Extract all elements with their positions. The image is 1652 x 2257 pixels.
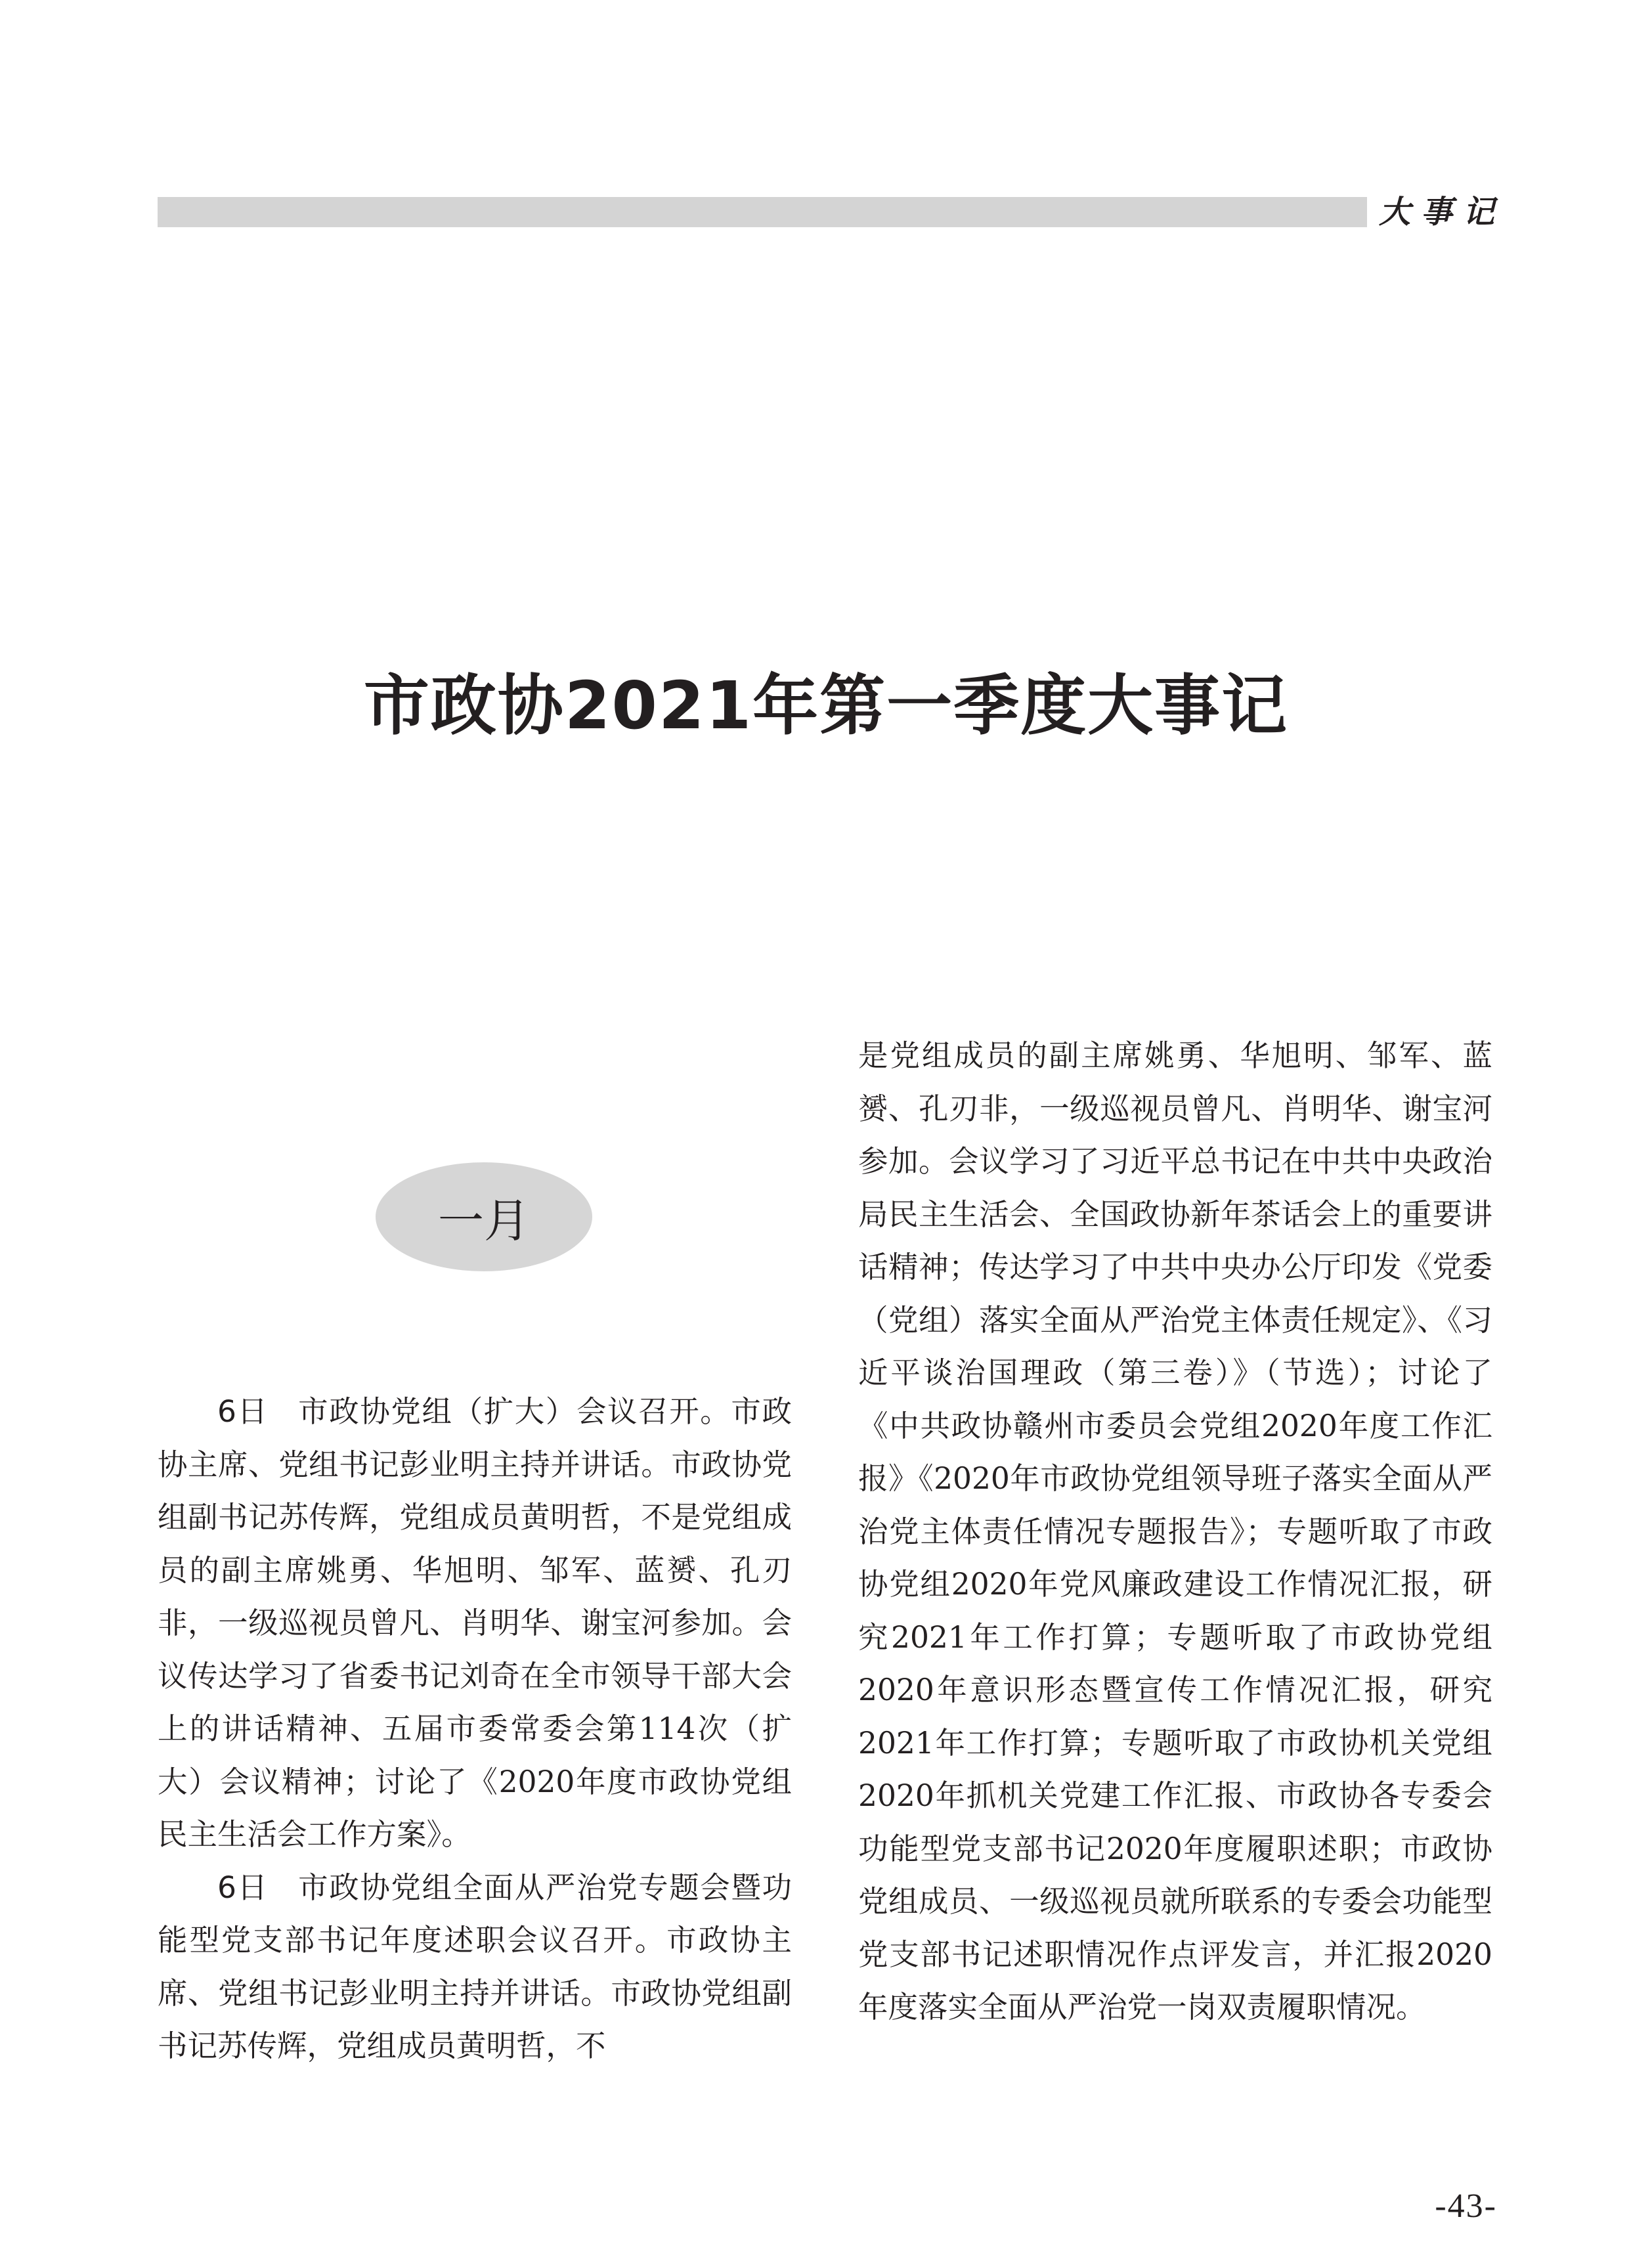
entry-text: 市政协党组全面从严治党专题会暨功能型党支部书记年度述职会议召开。市政协主席、党组书记彭业明主持并讲话。市政协党组副书记苏传辉，党组成员黄明哲，不 [158, 1870, 792, 2063]
entry-date: 6日 [217, 1870, 269, 1905]
month-badge [376, 1162, 592, 1271]
entry-paragraph [158, 1862, 792, 2073]
page-number: -43- [1435, 2187, 1497, 2225]
entry-text: 市政协党组（扩大）会议召开。市政协主席、党组书记彭业明主持并讲话。市政协党组副书记苏传辉，党组成员黄明哲，不是党组成员的副主席姚勇、华旭明、邹军、蓝赟、孔刃非，一级巡视员曾凡、肖明华、谢宝河参加。会议传达学习了省委书记刘奇在全市领导干部大会上的讲话精神、五届市委常委会第114次（扩大）会议精神；讨论了《2020年度市政协党组民主生活会工作方案》。 [158, 1394, 792, 1852]
entry-paragraph [158, 1386, 792, 1862]
continuation-paragraph: 是党组成员的副主席姚勇、华旭明、邹军、蓝赟、孔刃非，一级巡视员曾凡、肖明华、谢宝河参加。会议学习了习近平总书记在中共中央政治局民主生活会、全国政协新年茶话会上的重要讲话精神；传达学习了中共中央办公厅印发《党委（党组）落实全面从严治党主体责任规定》、《习近平谈治国理政（第三卷）》（节选）；讨论了《中共政协赣州市委员会党组2020年度工作汇报》《2020年市政协党组领导班子落实全面从严治党主体责任情况专题报告》；专题听取了市政协党组2020年党风廉政建设工作情况汇报，研究2021年工作打算；专题听取了市政协党组2020年意识形态暨宣传工作情况汇报，研究2021年工作打算；专题听取了市政协机关党组2020年抓机关党建工作汇报、市政协各专委会功能型党支部书记2020年度履职述职；市政协党组成员、一级巡视员就所联系的专委会功能型党支部书记述职情况作点评发言，并汇报2020年度落实全面从严治党一岗双责履职情况。 [858, 1038, 1492, 2025]
entry-date: 6日 [217, 1394, 269, 1429]
section-label: 大事记 [1379, 194, 1506, 230]
left-column [158, 1386, 792, 2073]
right-column [858, 1030, 1492, 2034]
month-badge-label: 一月 [438, 1193, 530, 1248]
page-title: 市政协2021年第一季度大事记 [363, 667, 1289, 744]
header-bar [158, 197, 1367, 227]
